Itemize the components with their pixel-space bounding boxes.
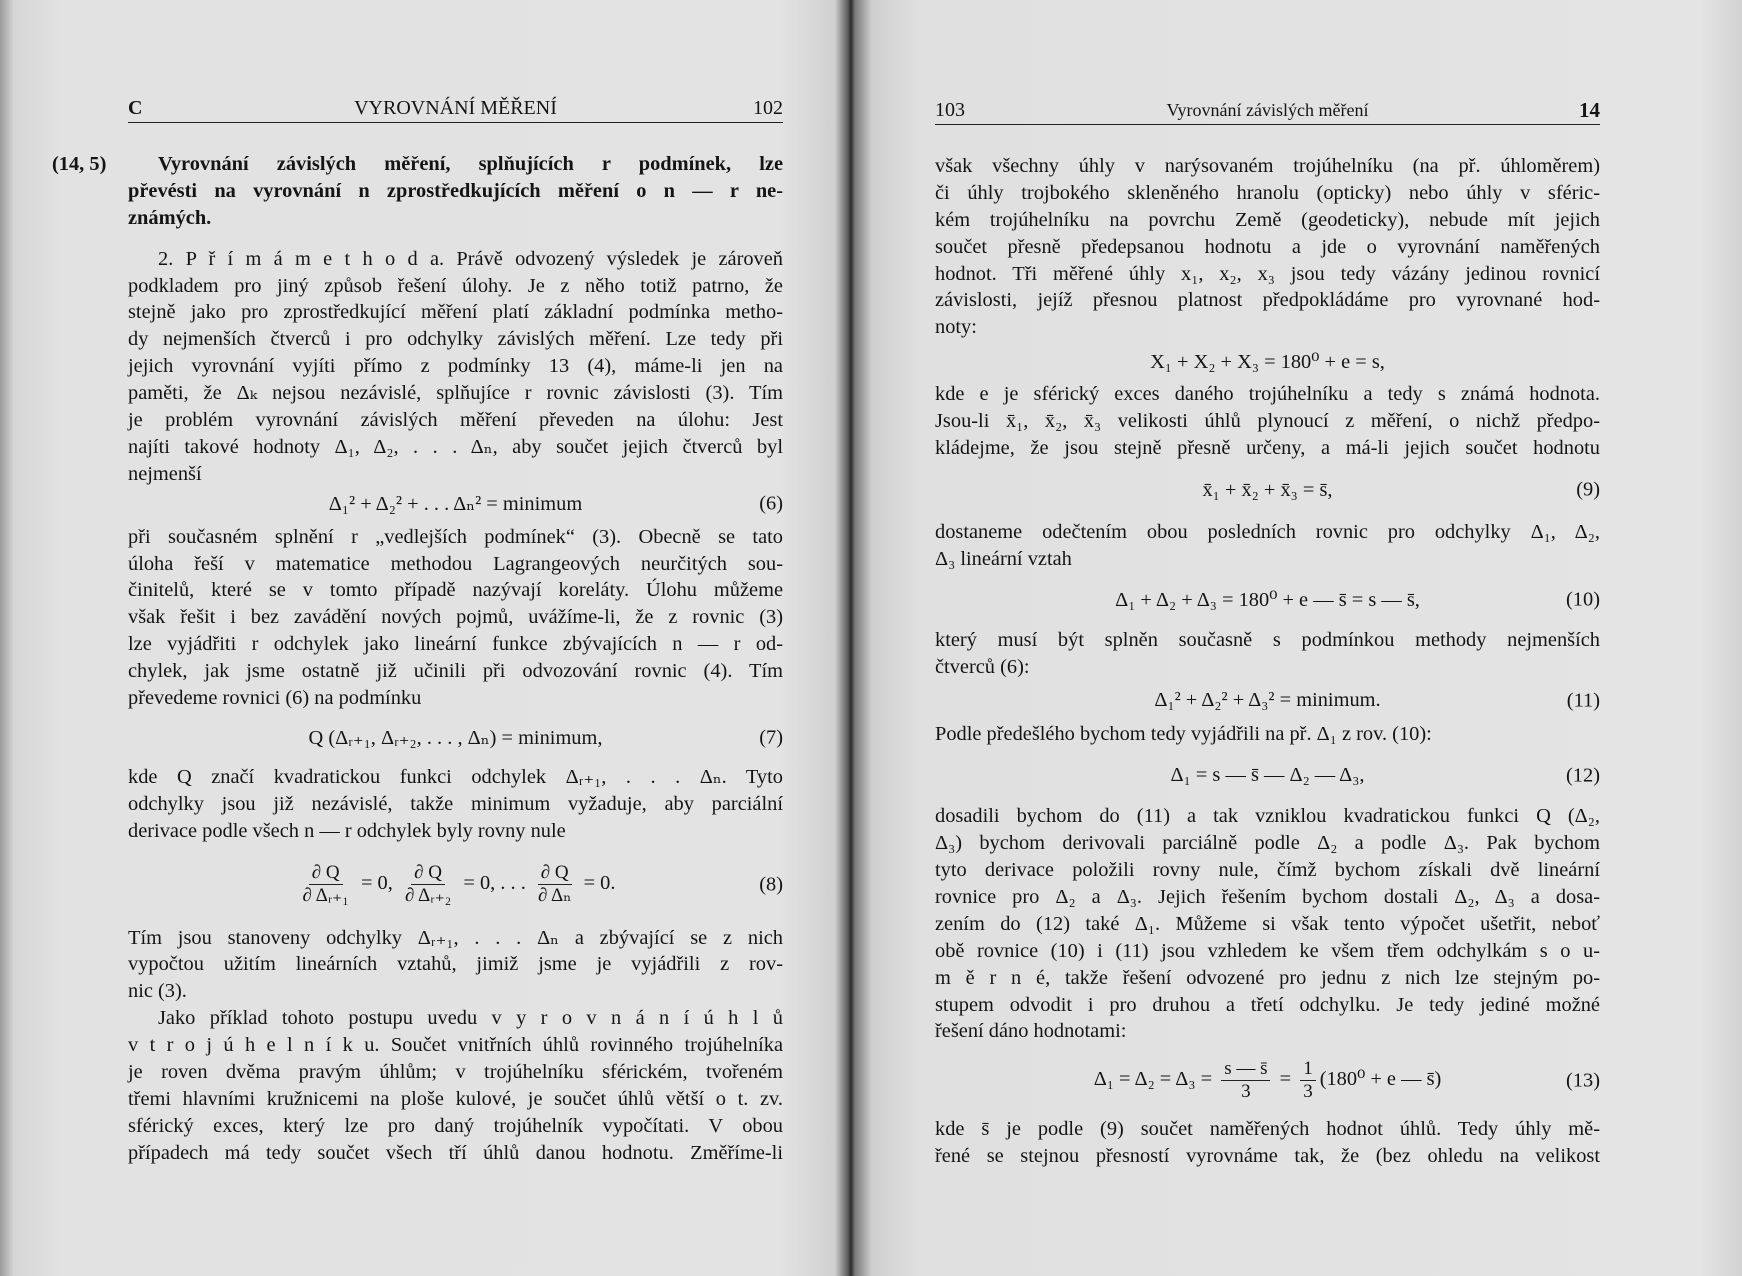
text-line: však řešit i bez zavádění nových pojmů, uvážíme-li, že z rovnic (3) bbox=[128, 606, 783, 629]
header-section: 14 bbox=[1579, 98, 1600, 122]
equation-number: (12) bbox=[1566, 764, 1600, 787]
equation-body bbox=[1171, 764, 1365, 787]
text-line: stupem odvodit i pro druhou a třetí odchylku. Je tedy jediné možné bbox=[935, 993, 1600, 1016]
page-number: 102 bbox=[753, 97, 783, 119]
equation-term: Q (Δᵣ₊₁, Δᵣ₊₂, . . . , Δₙ) = minimum, bbox=[308, 727, 603, 750]
page-number: 103 bbox=[935, 99, 965, 121]
equation-8 bbox=[128, 845, 783, 925]
fraction bbox=[1300, 1058, 1316, 1103]
text-line: obě rovnice (10) i (11) jsou vzhledem ke všem třem odchylkám s o u- bbox=[935, 939, 1600, 962]
text-line: řené se stejnou přesností vyrovnáme tak, že (bez ohledu na velikost bbox=[935, 1145, 1600, 1168]
text-line: je roven dvěma pravým úhlům; v trojúhelníku sférickém, tvořeném bbox=[128, 1061, 783, 1084]
text-line: úloha řeší v matematice methodou Lagrangeových neurčitých sou- bbox=[128, 552, 783, 575]
text-line: najíti takové hodnoty Δ₁, Δ₂, . . . Δₙ, aby součet jejich čtverců byl bbox=[128, 435, 783, 458]
text-line: kde Q značí kvadratickou funkci odchylek Δᵣ₊₁, . . . Δₙ. Tyto bbox=[128, 765, 783, 788]
numerator: ∂ Q bbox=[538, 862, 572, 885]
fraction bbox=[300, 862, 352, 907]
text-line: Jsou-li x̄₁, x̄₂, x̄₃ velikosti úhlů plynoucí z měření, o nichž předpo- bbox=[935, 410, 1600, 433]
text-line: v t r o j ú h e l n í k u. Součet vnitřních úhlů rovinného trojúhelníka bbox=[128, 1034, 783, 1057]
denominator: ∂ Δᵣ₊₁ bbox=[302, 885, 349, 907]
text-line: noty: bbox=[935, 316, 977, 339]
equation-body bbox=[329, 491, 582, 516]
text-line: je problém vyrovnání závislých měření převeden na úlohu: Jest bbox=[128, 409, 783, 432]
text-line: kde s̄ je podle (9) součet naměřených hodnot úhlů. Tedy úhly mě- bbox=[935, 1118, 1600, 1141]
page-body bbox=[935, 153, 1600, 1170]
equation-body bbox=[1115, 587, 1420, 612]
denominator: ∂ Δₙ bbox=[537, 885, 572, 907]
equation-term: Δ₁² + Δ₂² + Δ₃² = minimum. bbox=[1154, 689, 1381, 712]
equation-12 bbox=[935, 748, 1600, 803]
header-title: VYROVNÁNÍ MĚŘENÍ bbox=[354, 97, 557, 119]
equation-term: Δ₁² + Δ₂² + . . . Δₙ² = minimum bbox=[328, 493, 583, 516]
equation-term: X₁ + X₂ + X₃ = 180⁰ + e = s, bbox=[1150, 350, 1385, 373]
text-line: převedeme rovnici (6) na podmínku bbox=[128, 687, 422, 710]
header-title: Vyrovnání závislých měření bbox=[1166, 100, 1369, 120]
equation-number: (10) bbox=[1566, 588, 1600, 611]
text-line: nic (3). bbox=[128, 980, 187, 1003]
page-body bbox=[52, 151, 783, 1167]
denominator: ∂ Δᵣ₊₂ bbox=[404, 885, 452, 907]
text-line: případech má tedy součet všech tří úhlů danou hodnotu. Změříme-li bbox=[128, 1141, 783, 1164]
text-line: součet přesně předepsanou hodnotu a jde o vyrovnání naměřených bbox=[935, 235, 1600, 258]
text-line: m ě r n é, takže řešení odvozené pro jednu z nich lze stejným po- bbox=[935, 966, 1600, 989]
text-line: dy nejmenších čtverců i pro odchylky závislých měření. Lze tedy při bbox=[128, 328, 783, 351]
text-line: sférický exces, který lze pro daný trojúhelník vypočítati. V obou bbox=[128, 1114, 783, 1137]
equation-body bbox=[1094, 1058, 1442, 1103]
equation-body bbox=[1150, 349, 1385, 374]
paragraph-gap bbox=[128, 232, 783, 246]
equation-number: (9) bbox=[1576, 478, 1600, 501]
text-line: činitelů, které se v tomto případě nazývají koreláty. Úlohu můžeme bbox=[128, 579, 783, 602]
text-line: odchylky jsou již nezávislé, takže minimum vyžaduje, aby parciální bbox=[128, 792, 783, 815]
denominator: 3 bbox=[1303, 1081, 1313, 1103]
equation-term: Δ₁ = Δ₂ = Δ₃ = bbox=[1093, 1068, 1218, 1091]
section-label: (14, 5) bbox=[52, 153, 107, 175]
text-line: kládejme, že jsou stejně přesně určeny, a má-li jejich součet hodnotu bbox=[935, 437, 1600, 460]
equation-body bbox=[1154, 689, 1380, 712]
text-line: lze vyjádřiti r odchylek jako lineární funkce zbývajících n — r od- bbox=[128, 633, 783, 656]
equation-number: (13) bbox=[1566, 1069, 1600, 1092]
equation-term: (180⁰ + e — s̄) bbox=[1319, 1068, 1442, 1091]
equation-13 bbox=[935, 1045, 1600, 1116]
text-line: Δ₃) bychom derivovali parciálně podle Δ₂ a podle Δ₃. Pak bychom bbox=[935, 832, 1600, 855]
equation-body bbox=[296, 862, 616, 907]
equation-10 bbox=[935, 573, 1600, 627]
numerator: ∂ Q bbox=[411, 862, 445, 885]
right-page bbox=[935, 98, 1600, 1170]
equation-9 bbox=[935, 462, 1600, 519]
equation-body bbox=[1202, 479, 1332, 502]
text-line: Podle předešlého bychom tedy vyjádřili na př. Δ₁ z rov. (10): bbox=[935, 723, 1432, 746]
equation-term: x̄₁ + x̄₂ + x̄₃ = s̄, bbox=[1202, 478, 1333, 501]
equation-11 bbox=[935, 680, 1600, 721]
text-line: zením do (12) také Δ₁. Můžeme si však tento výpočet ušetřit, neboť bbox=[935, 912, 1600, 935]
text-line: vypočtou užitím lineárních vztahů, jimiž jsme je vyjádřili z rov- bbox=[128, 953, 783, 976]
section-heading-line: Vyrovnání závislých měření, splňujících r podmínek, lze bbox=[158, 153, 783, 175]
equation-x-sum bbox=[935, 341, 1600, 381]
text-line: tyto derivace položili rovny nule, čímž bychom získali dvě lineární bbox=[935, 859, 1600, 882]
equation-number: (8) bbox=[759, 873, 783, 896]
running-header bbox=[128, 96, 783, 123]
text-line: derivace podle všech n — r odchylek byly rovny nule bbox=[128, 819, 566, 842]
text-line: třemi hlavními kružnicemi na ploše kulové, je součet úhlů větší o t. zv. bbox=[128, 1087, 783, 1110]
text-line: však všechny úhly v narýsovaném trojúhelníku (na př. úhloměrem) bbox=[935, 155, 1600, 177]
text-line: při současném splnění r „vedlejších podmínek“ (3). Obecně se tato bbox=[128, 525, 783, 548]
text-line: Δ₃ lineární vztah bbox=[935, 547, 1072, 570]
text-line: rovnice pro Δ₂ a Δ₃. Jejich řešením bychom dostali Δ₂, Δ₃ a dosa- bbox=[935, 886, 1600, 909]
text-line: závislosti, jejíž přesnou platnost předpokládáme pro vyrovnané hod- bbox=[935, 289, 1600, 312]
numerator: s — s̄ bbox=[1221, 1058, 1270, 1081]
section-heading-line: převésti na vyrovnání n zprostředkujících měření o n — r ne- bbox=[128, 179, 783, 202]
equation-6 bbox=[128, 484, 783, 524]
text-line: nejmenší bbox=[128, 462, 202, 485]
equation-number: (6) bbox=[759, 492, 783, 515]
numerator: 1 bbox=[1300, 1058, 1316, 1081]
fraction bbox=[402, 862, 454, 907]
text-line: stejně jako pro zprostředkující měření platí základní podmínka metho- bbox=[128, 301, 783, 324]
equation-term: = 0. bbox=[578, 872, 616, 895]
text-line: Jako příklad tohoto postupu uvedu v y r o v n á n í ú h l ů bbox=[158, 1007, 783, 1030]
text-line: či úhly trojbokého skleněného hranolu (opticky) nebo úhly v sféric- bbox=[935, 181, 1600, 204]
text-line: podkladem pro jiný způsob řešení úlohy. Je z něho totiž patrno, že bbox=[128, 274, 783, 297]
fraction bbox=[535, 862, 575, 907]
left-page bbox=[52, 96, 783, 1167]
equation-body bbox=[309, 725, 603, 750]
text-line: hodnot. Tři měřené úhly x₁, x₂, x₃ jsou tedy vázány jedinou rovnicí bbox=[935, 262, 1600, 285]
text-line: kde e je sférický exces daného trojúhelníku a tedy s známá hodnota. bbox=[935, 383, 1600, 406]
equation-number: (11) bbox=[1566, 689, 1600, 712]
text-line: dostaneme odečtením obou posledních rovnic pro odchylky Δ₁, Δ₂, bbox=[935, 520, 1600, 543]
numerator: ∂ Q bbox=[309, 862, 343, 885]
equation-term: = 0, . . . bbox=[458, 872, 531, 895]
header-section: C bbox=[128, 97, 143, 119]
denominator: 3 bbox=[1241, 1081, 1251, 1103]
text-line: řešení dáno hodnotami: bbox=[935, 1020, 1127, 1043]
equation-term: Δ₁ = s — s̄ — Δ₂ — Δ₃, bbox=[1170, 764, 1365, 787]
text-line: Tím jsou stanoveny odchylky Δᵣ₊₁, . . . Δₙ a zbývající se z nich bbox=[128, 926, 783, 949]
equation-term: = 0, bbox=[355, 872, 398, 895]
section-heading-line: známých. bbox=[128, 206, 212, 229]
text-line: jejich vyrovnání vyjíti přímo z podmínky 13 (4), máme-li jen na bbox=[128, 355, 783, 378]
equation-term: Δ₁ + Δ₂ + Δ₃ = 180⁰ + e — s̄ = s — s̄, bbox=[1115, 589, 1420, 612]
text-line: 2. P ř í m á m e t h o d a. Právě odvozený výsledek je zároveň bbox=[158, 247, 783, 270]
text-line: kém trojúhelníku na povrchu Země (geodeticky), nebude mít jejich bbox=[935, 208, 1600, 231]
text-line: chylek, jak jsme ostatně již učinili při odvozování rovnic (4). Tím bbox=[128, 660, 783, 683]
running-header bbox=[935, 98, 1600, 125]
equation-number: (7) bbox=[759, 726, 783, 749]
text-line: čtverců (6): bbox=[935, 655, 1030, 678]
fraction bbox=[1221, 1058, 1270, 1103]
text-line: paměti, že Δₖ nejsou nezávislé, splňujíce r rovnic závislosti (3). Tím bbox=[128, 382, 783, 405]
equation-7 bbox=[128, 712, 783, 764]
equation-term: = bbox=[1274, 1068, 1297, 1091]
text-line: dosadili bychom do (11) a tak vzniklou kvadratickou funkci Q (Δ₂, bbox=[935, 805, 1600, 828]
text-line: který musí být splněn současně s podmínkou methody nejmenších bbox=[935, 628, 1600, 651]
